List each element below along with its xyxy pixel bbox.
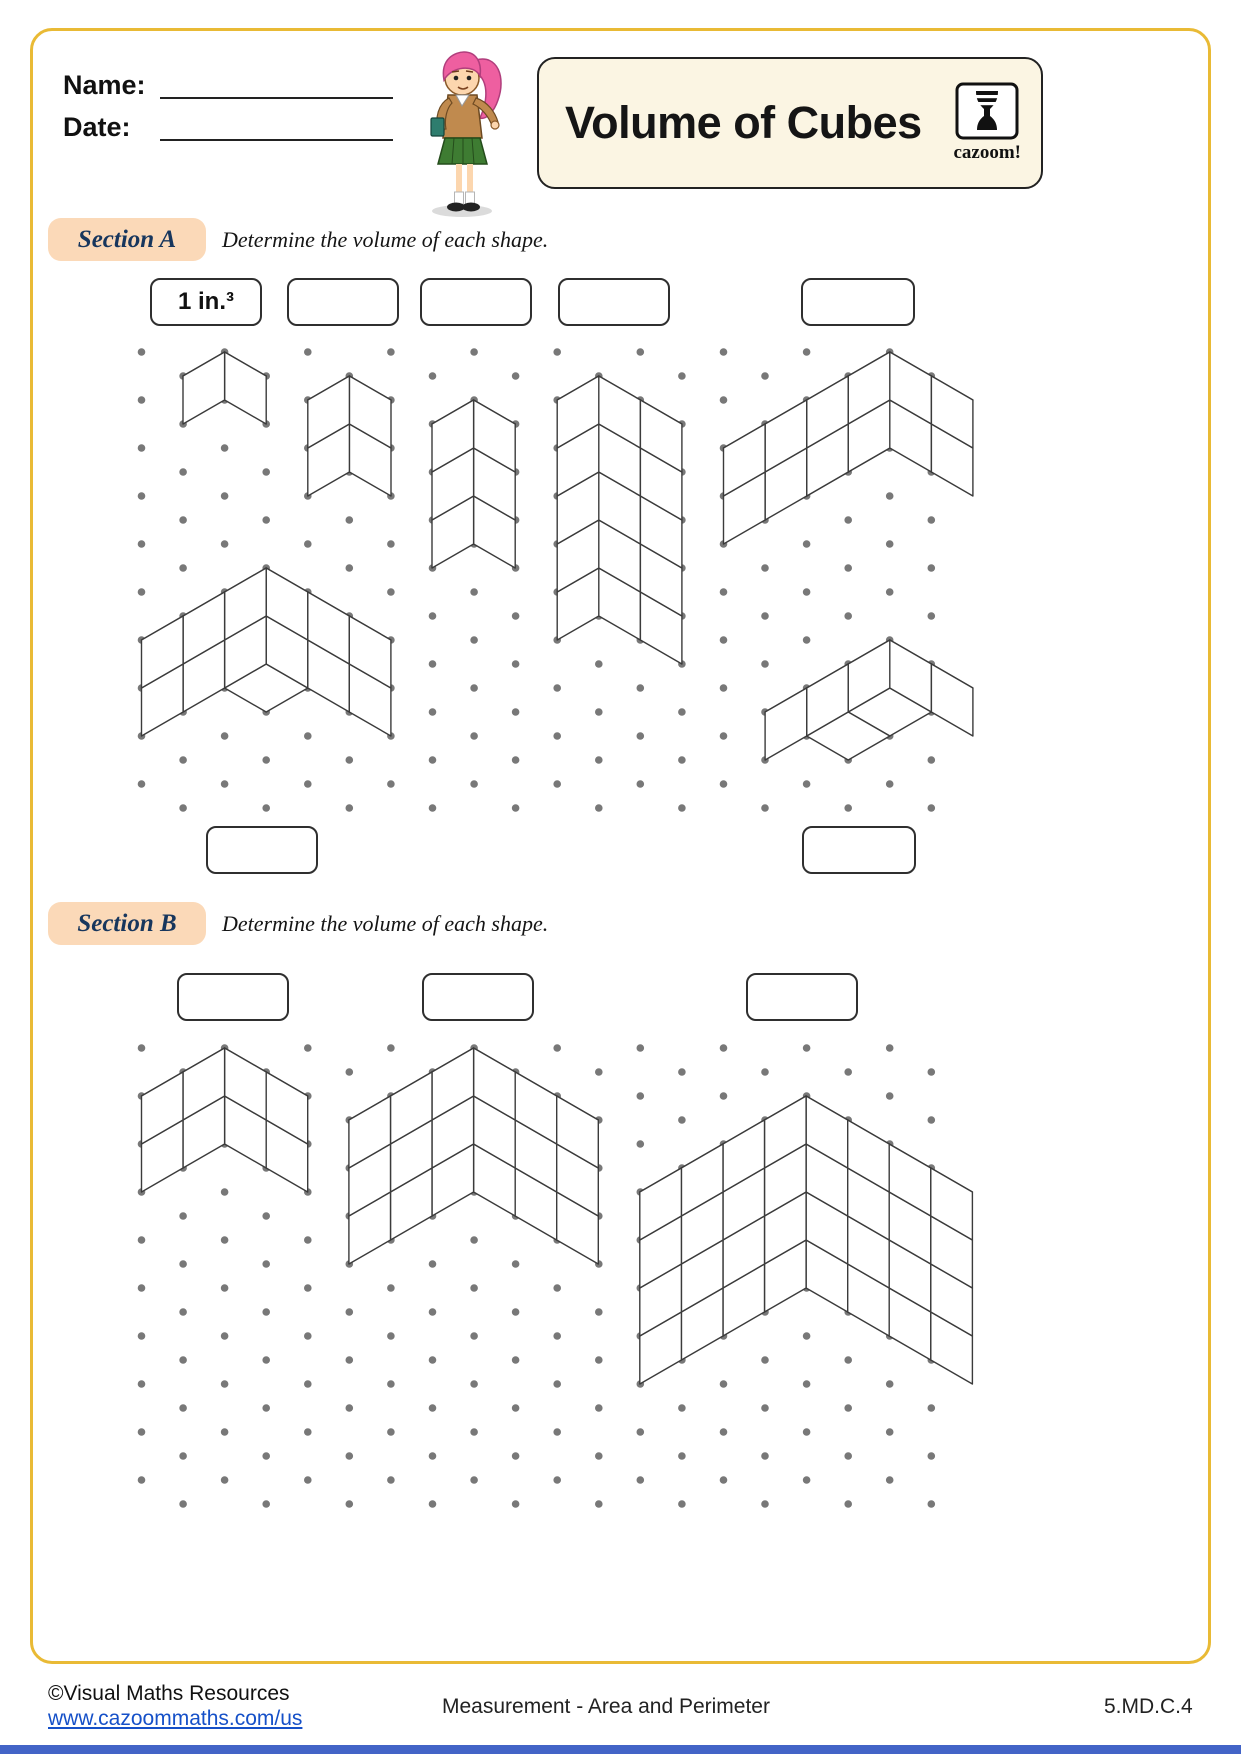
footer-copyright: ©Visual Maths Resources — [48, 1682, 290, 1705]
iso-cuboid-a7 — [765, 640, 973, 760]
footer-standard-code: 5.MD.C.4 — [1104, 1695, 1193, 1718]
iso-cuboid-a3 — [432, 400, 515, 568]
iso-cuboid-b1 — [142, 1048, 308, 1192]
answer-box-a3[interactable] — [420, 278, 532, 326]
answer-box-a5[interactable] — [801, 278, 915, 326]
worksheet-title: Volume of Cubes — [565, 97, 922, 148]
cazoom-logo — [953, 82, 1021, 164]
iso-cuboid-b3 — [640, 1096, 973, 1384]
section-b-heading: Section B — [48, 902, 206, 945]
section-a-heading: Section A — [48, 218, 206, 261]
footer-topic: Measurement - Area and Perimeter — [442, 1695, 770, 1718]
answer-box-a1-example — [150, 278, 262, 326]
section-a-instruction: Determine the volume of each shape. — [222, 227, 549, 252]
answer-box-a4[interactable] — [558, 278, 670, 326]
section-b-instruction: Determine the volume of each shape. — [222, 911, 549, 936]
name-label: Name: — [63, 70, 146, 100]
iso-cuboid-a4 — [557, 376, 682, 664]
iso-cuboid-a1 — [183, 352, 266, 424]
iso-cuboid-a2 — [308, 376, 391, 496]
cazoom-logo-icon — [955, 82, 1019, 140]
footer-website-link[interactable]: www.cazoommaths.com/us — [48, 1707, 303, 1730]
girl-illustration — [412, 40, 517, 220]
answer-box-b1[interactable] — [177, 973, 289, 1021]
name-line[interactable] — [160, 97, 393, 99]
answer-box-a2[interactable] — [287, 278, 399, 326]
date-line[interactable] — [160, 139, 393, 141]
cazoom-logo-text: cazoom! — [953, 142, 1021, 163]
answer-box-a6[interactable] — [206, 826, 318, 874]
iso-cuboid-a5 — [724, 352, 973, 544]
answer-box-a7[interactable] — [802, 826, 916, 874]
bottom-accent-bar — [0, 1745, 1241, 1754]
example-answer-text: 1 in.³ — [177, 288, 234, 315]
date-label: Date: — [63, 112, 131, 142]
answer-box-b2[interactable] — [422, 973, 534, 1021]
title-box — [537, 57, 1043, 189]
iso-cuboid-b2 — [349, 1048, 598, 1264]
answer-box-b3[interactable] — [746, 973, 858, 1021]
iso-cuboid-a6 — [142, 568, 391, 736]
